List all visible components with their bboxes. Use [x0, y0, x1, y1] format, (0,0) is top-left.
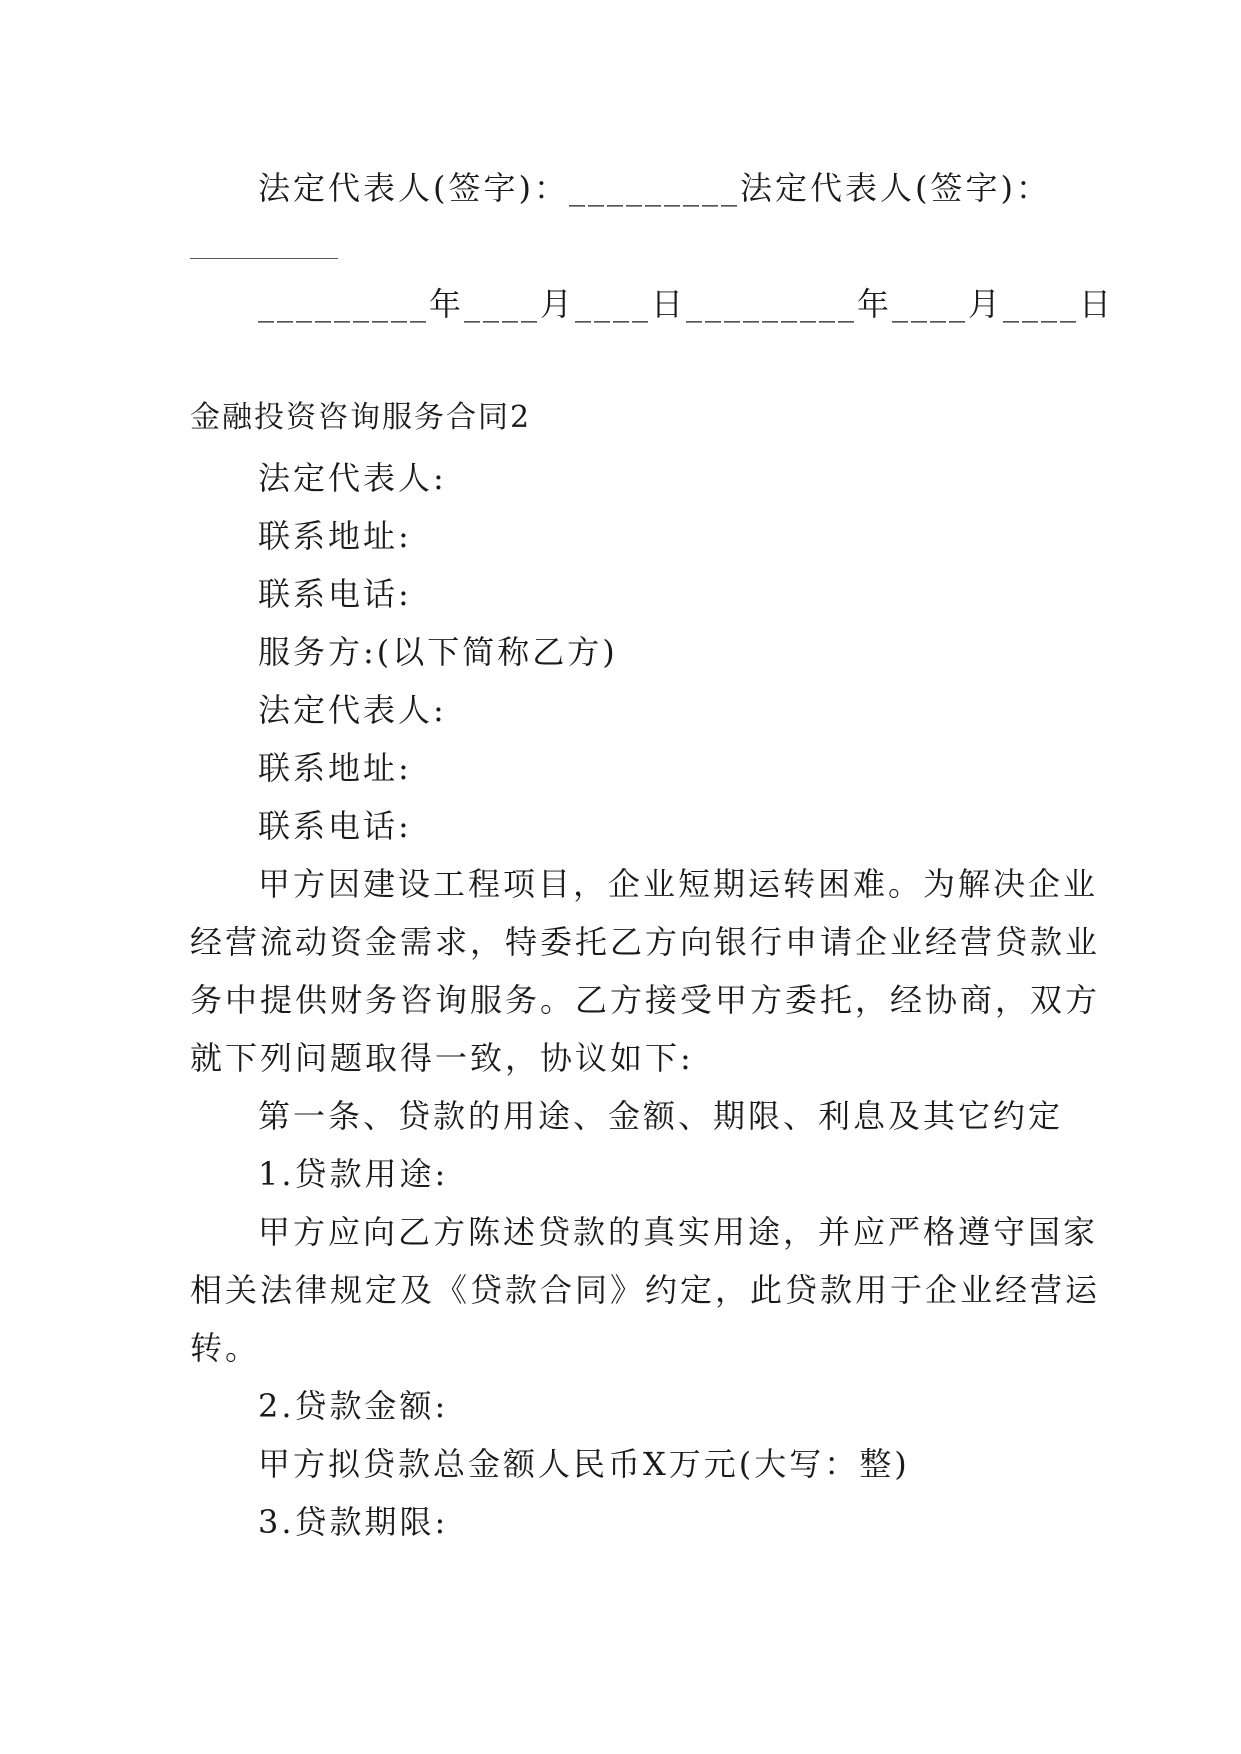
item-2-body: 甲方拟贷款总金额人民币X万元(大写：整) — [258, 1445, 910, 1483]
date-line: _________年____月____日_________年____月____日 — [258, 285, 1115, 323]
intro-line: 务中提供财务咨询服务。乙方接受甲方委托，经协商，双方 — [190, 981, 1101, 1019]
party-a-phone: 联系电话: — [258, 575, 412, 613]
party-a-rep: 法定代表人: — [258, 459, 447, 497]
article-1-title: 第一条、贷款的用途、金额、期限、利息及其它约定 — [258, 1097, 1064, 1135]
item-1-body-line: 相关法律规定及《贷款合同》约定，此贷款用于企业经营运 — [190, 1271, 1101, 1309]
party-b-phone: 联系电话: — [258, 807, 412, 845]
party-a-address: 联系地址: — [258, 517, 412, 555]
party-b-address: 联系地址: — [258, 749, 412, 787]
item-2-title: 2.贷款金额: — [258, 1387, 449, 1425]
intro-line: 经营流动资金需求，特委托乙方向银行申请企业经营贷款业 — [190, 923, 1101, 961]
intro-line: 甲方因建设工程项目，企业短期运转困难。为解决企业 — [258, 865, 1099, 903]
party-b-name: 服务方:(以下简称乙方) — [258, 633, 618, 671]
party-b-rep: 法定代表人: — [258, 691, 447, 729]
signature-blank-line — [190, 258, 338, 259]
item-1-title: 1.贷款用途: — [258, 1155, 449, 1193]
signature-line: 法定代表人(签字)：_________法定代表人(签字)： — [258, 169, 1051, 207]
intro-line: 就下列问题取得一致，协议如下: — [190, 1039, 694, 1077]
item-1-body-line: 甲方应向乙方陈述贷款的真实用途，并应严格遵守国家 — [258, 1213, 1099, 1251]
item-3-title: 3.贷款期限: — [258, 1503, 449, 1541]
contract-title: 金融投资咨询服务合同2 — [190, 400, 532, 435]
item-1-body-line: 转。 — [190, 1329, 261, 1367]
